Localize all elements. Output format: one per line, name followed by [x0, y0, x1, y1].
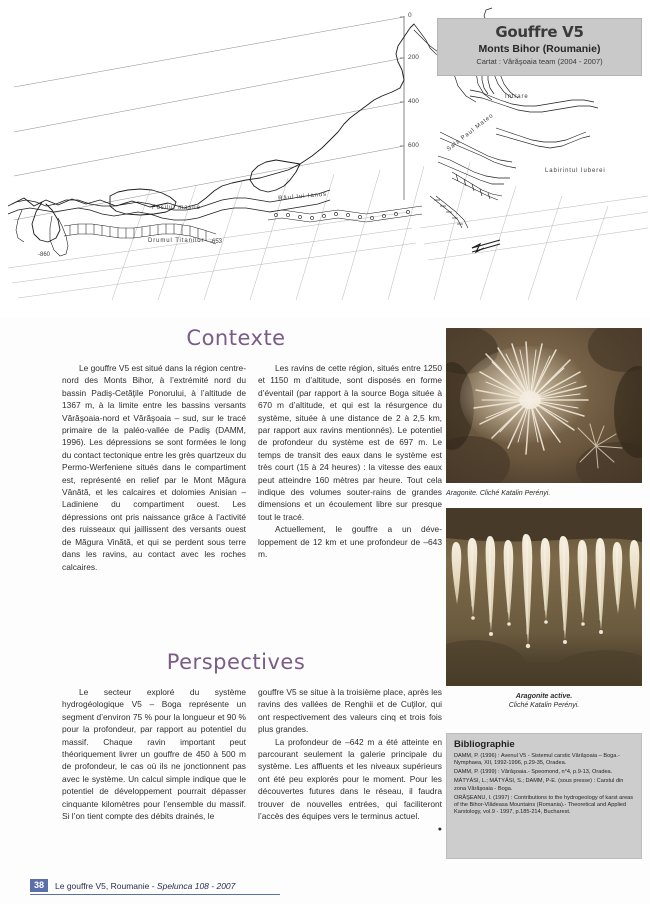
bibliography-panel [446, 733, 642, 859]
contexte-column-right [258, 362, 442, 561]
aragonite-active-caption-line2: Cliché Katalin Perényi. [508, 702, 580, 709]
cave-label-labirintul-iuberei: Labirintul Iuberei [545, 168, 606, 174]
cave-label-intrare: Intrare [505, 94, 529, 100]
aragonite-active-photo [446, 508, 642, 686]
cave-label-raul-lui-ianus: Râul lui Ianus [278, 191, 328, 202]
footer-journal-ref: Spelunca 108 - 2007 [156, 880, 236, 891]
contexte-paragraph-2: Les ravins de cette région, situés entre 1250 et 1150 m d’altitude, sont disposés en forme d’éventail (par rapport à la source Boga située à 670 m d’altitude, et qui est la résurgence du système, située à une distance de 2 à 2,5 km, par rapport aux ravins mentionnés). Le potentiel de profondeur du système est de 697 m. Le temps de transit des eaux dans le système est très court (15 à 24 heures) : la vitesse des eaux peut atteindre 160 mètres par heure. Tout cela indique des volumes souter-rains de grandes dimensions et un écoulement libre sur presque tout le tracé. [258, 363, 442, 522]
diagram-subtitle: Monts Bihor (Roumanie) [478, 43, 601, 55]
perspectives-paragraph-3: La profondeur de –642 m a été atteinte en parcourant seulement la galerie principale du système. Les affluents et les niveaux supérieurs ont été peu explorés pour le moment. Pour les découvertes futures dans le réseau, il faudra trouver de nouvelles entrées, qui faciliteront l’accès des équipes vers le terminus actuel. [258, 736, 442, 822]
diagram-title: Gouffre V5 [495, 23, 584, 41]
perspectives-column-right [258, 686, 442, 837]
perspectives-column-left [62, 686, 246, 822]
diagram-credit: Cartat : Vărăşoaia team (2004 - 2007) [476, 57, 603, 66]
depth-mark-653: -653 [210, 239, 223, 245]
aragonite-active-photo-image [446, 508, 642, 686]
perspectives-heading: Perspectives [166, 650, 306, 674]
depth-axis-tick-200: 200 [408, 54, 419, 61]
aragonite-photo-image [446, 328, 642, 483]
bibliography-entry: ORĂŞEANU, I. (1997) : Contributions to the hydrogeology of karst areas of the Bihor-Vlădeasa Mountains (Romania).- Theoretical and Applied Karstology, vol.9 - 1997, p.185-214, Bucharest. [454, 794, 634, 816]
footer-text [55, 881, 235, 891]
cave-label-fosilul-masue: Fosilul masue [152, 205, 201, 211]
perspectives-paragraph-2: gouffre V5 se situe à la troisième place, après les ravins des vallées de Renghii et de Cuţilor, qui ont respectivement des valeurs cinq et trois fois plus grandes. [258, 687, 442, 735]
footer-article-title: Le gouffre V5, Roumanie - [55, 880, 157, 891]
bibliography-entry: DAMM, P. (1996) : Avenul V5 - Sistemul carstic Vărăşoaia – Boga.- Nymphaea, XII, 1992-1996, p.29-35, Oradea. [454, 753, 620, 767]
page-number: 38 [30, 879, 48, 892]
cave-label-sala-paul-mateo: Sala Paul Mateo [446, 112, 496, 153]
bibliography-heading: Bibliographie [454, 739, 515, 750]
contexte-paragraph-3: Actuellement, le gouffre a un déve-loppement de 12 km et une profondeur de –643 m. [258, 524, 442, 560]
contexte-column-left [62, 362, 246, 573]
bibliography-entry: MÁTYÁSI, L.; MÁTYÁSI, S.; DAMM, P-E. (sous presse) : Carstul din zona Vărăşoaia - Boga. [454, 778, 624, 792]
aragonite-active-caption-line1: Aragonite active. [515, 693, 573, 700]
contexte-heading: Contexte [186, 326, 286, 350]
perspectives-paragraph-1: Le secteur exploré du système hydrogéologique V5 – Boga représente un segment d’environ 75 % pour la longueur et 90 % pour la profondeur, par rapport au potentiel du massif. Chaque ravin important peut théoriquement livrer un gouffre de 450 à 500 m de profondeur, le cas où ils ne jonctionnent pas avec le système. Un calcul simple indique que le potentiel de développement pourrait dépasser cinquante kilomètres pour l’ensemble du massif. Si l’on tient compte des débits drainés, le [62, 687, 246, 822]
contexte-paragraph-1: Le gouffre V5 est situé dans la région centre-nord des Monts Bihor, à l’extrémité nord du bassin Padiş-Cetăţile Ponorului, à l’altitude de 1367 m, à la limite entre les bassins versants Vărăşoaia-nord et Vărăşoaia – sud, sur le tracé primaire de la paléo-vallée de Padiş (DAMM, 1996). Les dépressions se sont formées le long du contact tectonique entre les grès quartzeux du Permo-Werfeniene situés dans le compartiment est, représenté en relief par le Mont Măgura Vânătă, et les calcaires et dolomies Anisian – Ladiniene du compartiment ouest. Les dépressions ont pris naissance grâce à l’activité des ruisseaux qui jaillissent des versants ouest de Măgura Vinătă, et qui se perdent sous terre dans les ravins, au contact avec les roches calcaires. [62, 363, 246, 572]
aragonite-active-photo-caption [446, 692, 642, 710]
page-footer [30, 879, 620, 892]
depth-axis-tick-400: 400 [408, 98, 419, 105]
cave-label-drumul-titanilor: Drumul Titanilor [148, 238, 205, 244]
cave-profile-diagram [0, 0, 650, 318]
footer-divider [30, 894, 280, 895]
aragonite-photo-caption: Aragonite. Cliché Katalin Perényi. [446, 490, 551, 497]
depth-axis-tick-600: 600 [408, 142, 419, 149]
aragonite-photo [446, 328, 642, 483]
bibliography-entry: DAMM, P. (1999) : Vărăşoaia.- Speomond, n°4, p.9-13, Oradea. [454, 769, 613, 776]
depth-mark-860: -860 [38, 252, 51, 258]
diagram-title-plate [437, 18, 642, 76]
depth-axis-tick-0: 0 [408, 12, 412, 19]
article-end-mark: ● [437, 826, 442, 834]
